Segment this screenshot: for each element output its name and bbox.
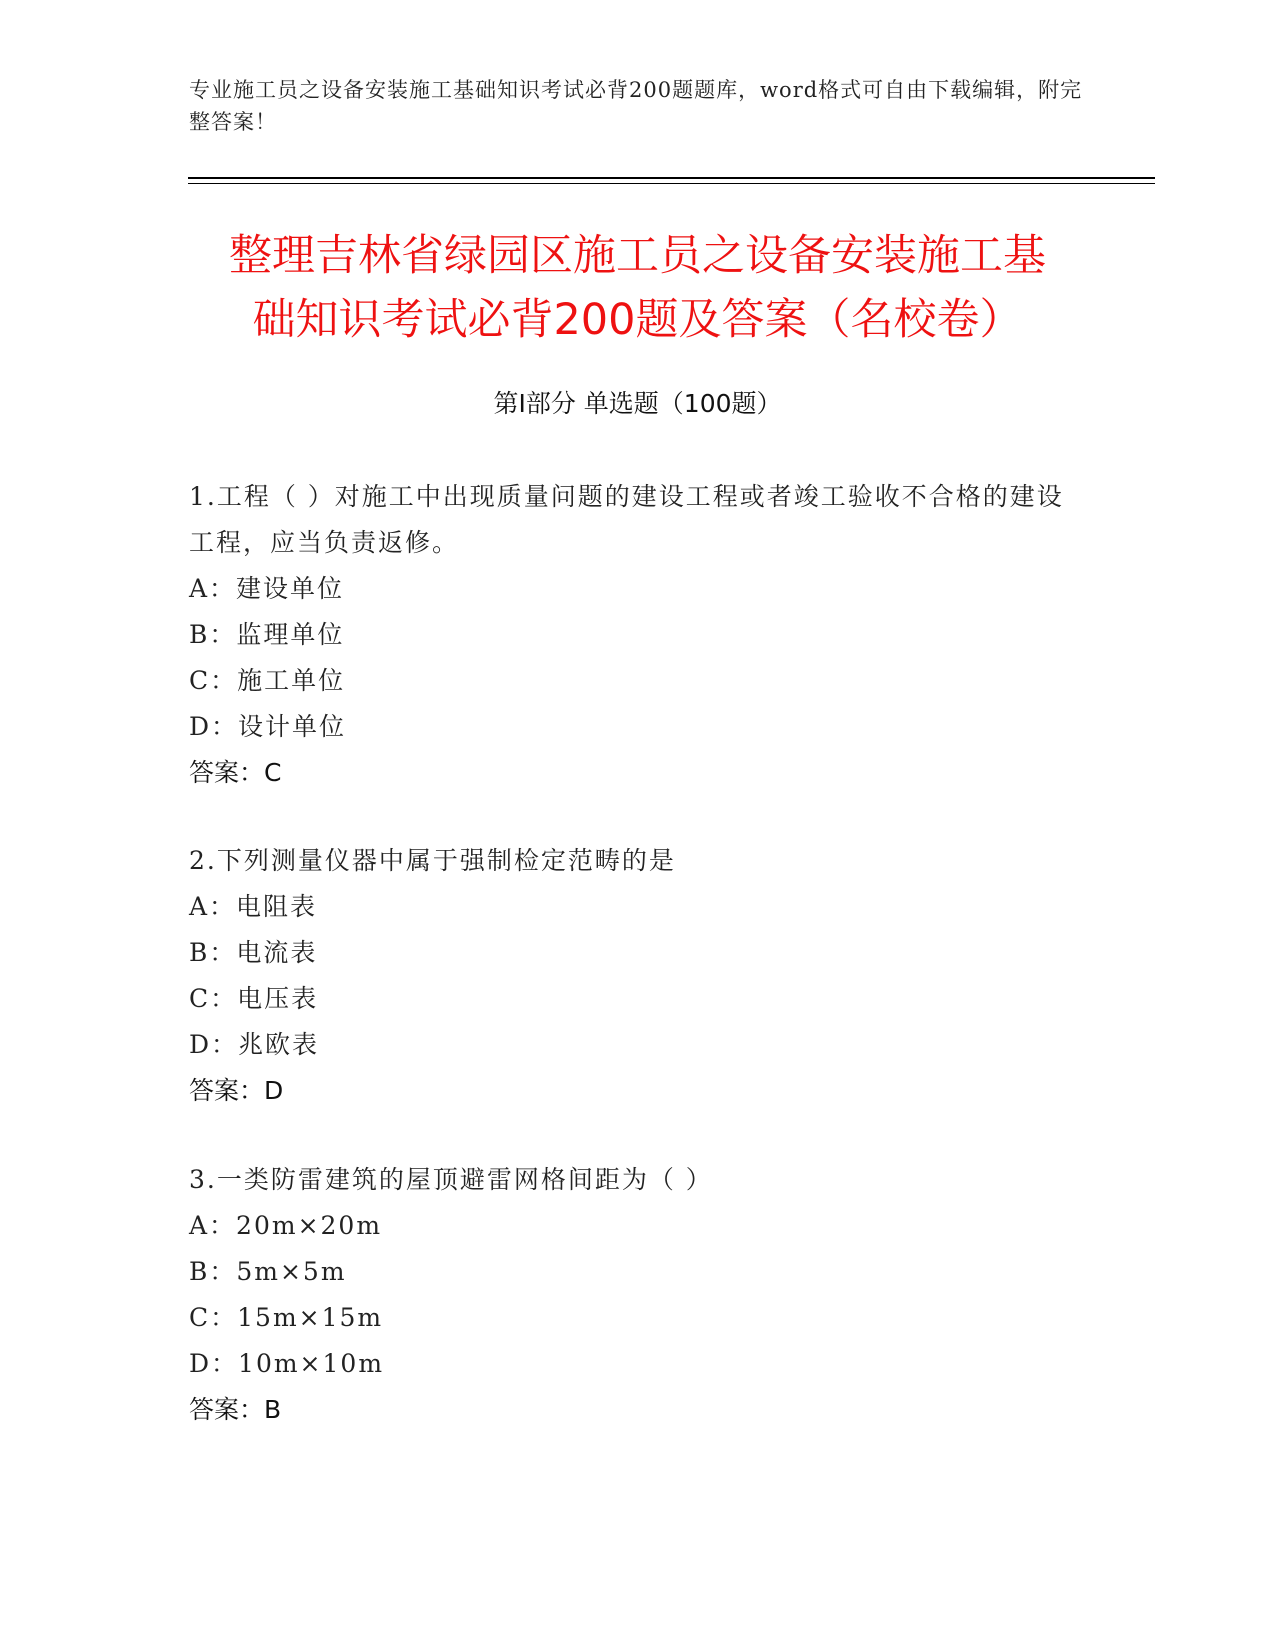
answer-line: 答案：D: [189, 1076, 284, 1105]
question-stem: 2.下列测量仪器中属于强制检定范畴的是: [189, 846, 676, 875]
header-divider-thick: [188, 177, 1155, 179]
option-b: B：5m×5m: [189, 1257, 347, 1286]
document-title-line-1: 整理吉林省绿园区施工员之设备安装施工基: [229, 231, 1046, 281]
header-note: 专业施工员之设备安装施工基础知识考试必背200题题库，word格式可自由下载编辑，附完整答案！: [189, 78, 1083, 134]
option-b: B：监理单位: [189, 620, 345, 649]
option-a: A：电阻表: [189, 892, 318, 921]
question-1: [189, 474, 1089, 796]
option-c: C：15m×15m: [189, 1303, 384, 1332]
option-d: D：10m×10m: [189, 1349, 385, 1378]
option-d: D：兆欧表: [189, 1030, 320, 1059]
answer-line: 答案：C: [189, 758, 282, 787]
question-3: [189, 1157, 1089, 1433]
section-title: 第Ⅰ部分 单选题（100题）: [493, 389, 782, 418]
answer-line: 答案：B: [189, 1395, 282, 1424]
question-stem: 3.一类防雷建筑的屋顶避雷网格间距为（ ）: [189, 1165, 713, 1194]
question-2: [189, 838, 1089, 1114]
question-stem: 1.工程（ ）对施工中出现质量问题的建设工程或者竣工验收不合格的建设工程，应当负责返修。: [189, 482, 1064, 557]
document-title-line-2: 础知识考试必背200题及答案（名校卷）: [252, 295, 1023, 345]
option-c: C：施工单位: [189, 666, 346, 695]
option-b: B：电流表: [189, 938, 318, 967]
option-d: D：设计单位: [189, 712, 347, 741]
option-a: A：建设单位: [189, 574, 345, 603]
document-title: [150, 224, 1125, 352]
option-c: C：电压表: [189, 984, 319, 1013]
option-a: A：20m×20m: [189, 1211, 383, 1240]
header-divider-thin: [188, 183, 1155, 184]
